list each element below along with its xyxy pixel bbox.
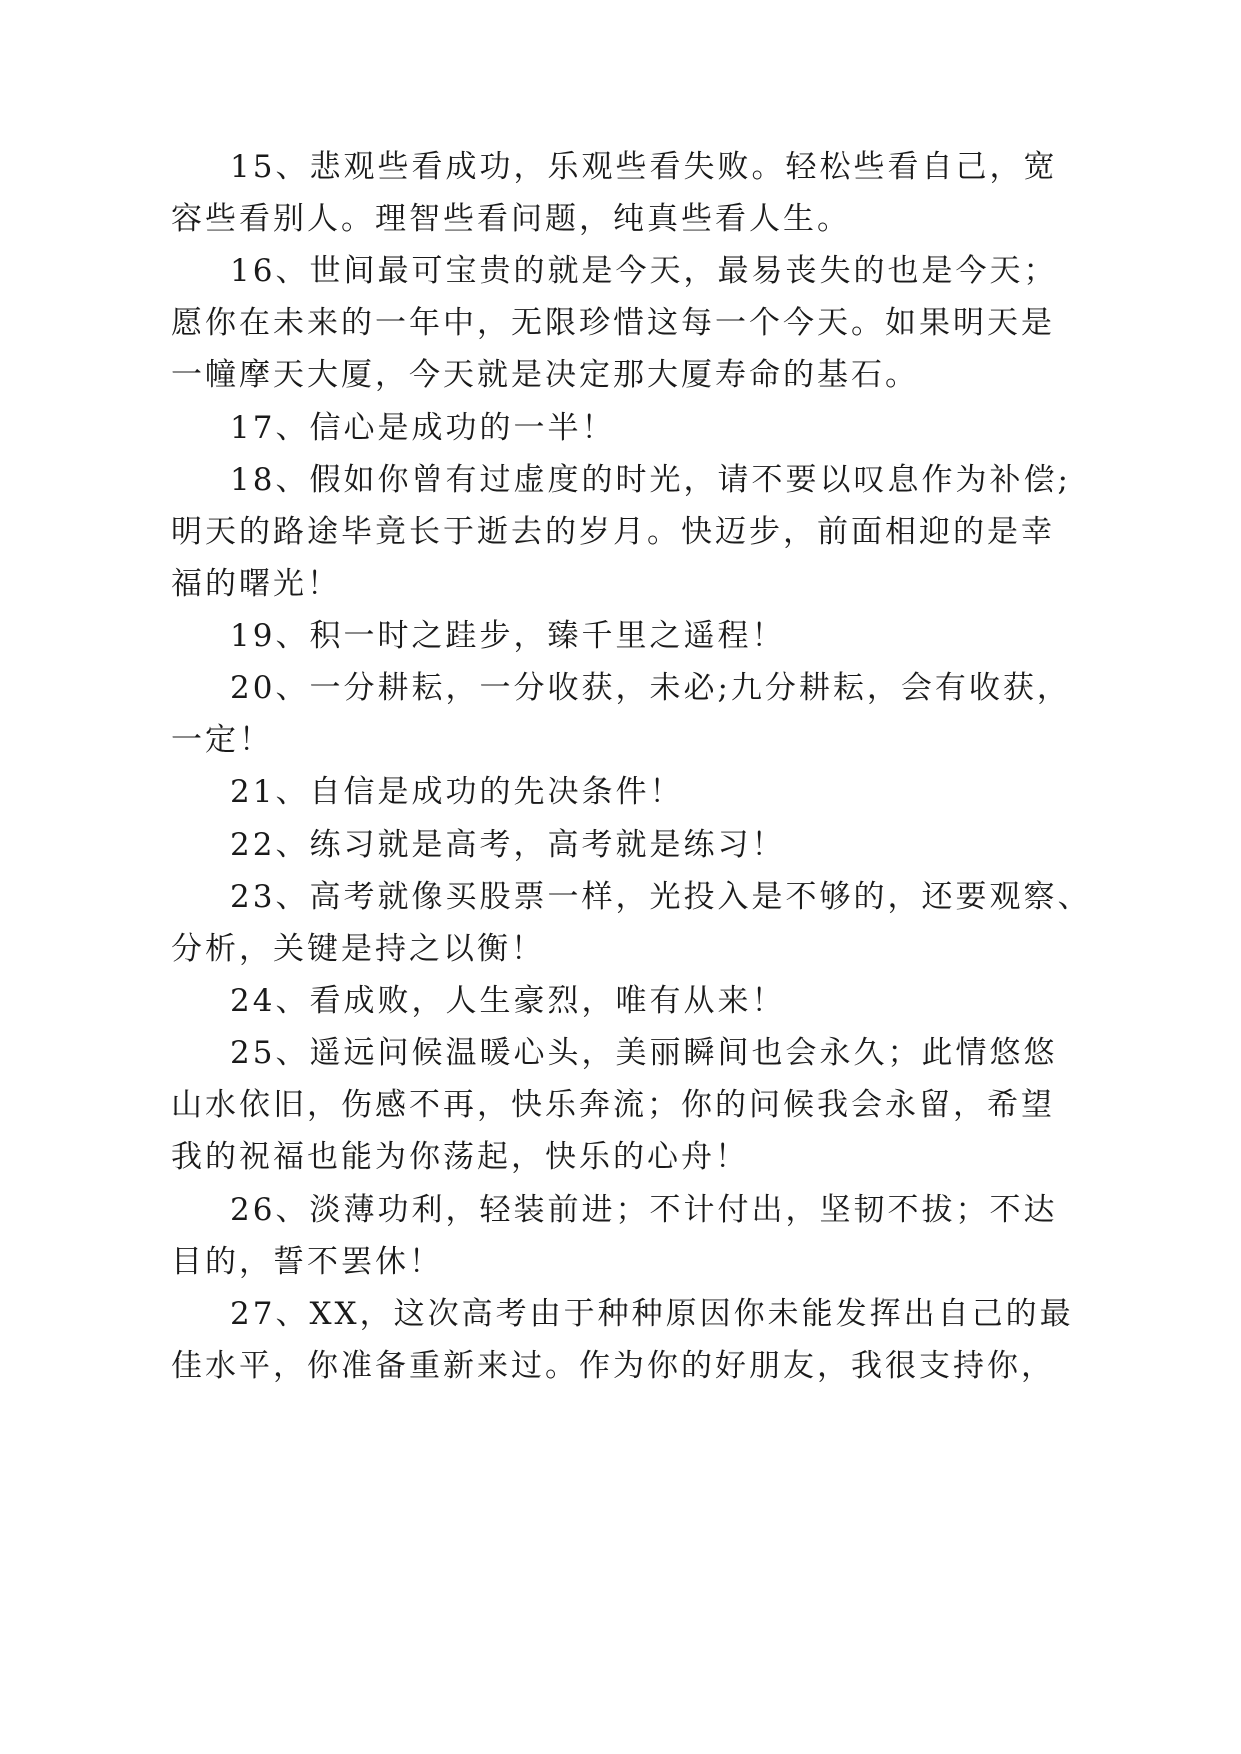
text-line: 24、看成败，人生豪烈，唯有从来！: [230, 983, 786, 1019]
text-line: 山水依旧，伤感不再，快乐奔流；你的问候我会永留，希望: [171, 1087, 1055, 1123]
text-line: 容些看别人。理智些看问题，纯真些看人生。: [171, 201, 851, 237]
text-line: 一幢摩天大厦，今天就是决定那大厦寿命的基石。: [171, 357, 919, 393]
text-line: 17、信心是成功的一半！: [230, 410, 616, 446]
text-line: 一定！: [171, 722, 273, 758]
text-line: 27、XX，这次高考由于种种原因你未能发挥出自己的最: [230, 1296, 1074, 1332]
text-line: 分析，关键是持之以衡！: [171, 931, 545, 967]
text-line: 明天的路途毕竟长于逝去的岁月。快迈步，前面相迎的是幸: [171, 514, 1055, 550]
text-line: 目的，誓不罢休！: [171, 1244, 443, 1280]
text-line: 22、练习就是高考，高考就是练习！: [230, 827, 786, 863]
text-line: 15、悲观些看成功，乐观些看失败。轻松些看自己，宽: [230, 149, 1058, 185]
text-line: 25、遥远问候温暖心头，美丽瞬间也会永久；此情悠悠: [230, 1035, 1058, 1071]
text-line: 19、积一时之跬步，臻千里之遥程！: [230, 618, 786, 654]
text-line: 16、世间最可宝贵的就是今天，最易丧失的也是今天；: [230, 253, 1058, 289]
text-line: 18、假如你曾有过虚度的时光，请不要以叹息作为补偿;: [230, 462, 1071, 498]
text-line: 我的祝福也能为你荡起，快乐的心舟！: [171, 1139, 749, 1175]
text-line: 福的曙光！: [171, 566, 341, 602]
text-line: 愿你在未来的一年中，无限珍惜这每一个今天。如果明天是: [171, 305, 1055, 341]
text-line: 23、高考就像买股票一样，光投入是不够的，还要观察、: [230, 879, 1092, 915]
text-line: 26、淡薄功利，轻装前进；不计付出，坚韧不拔；不达: [230, 1192, 1058, 1228]
text-line: 21、自信是成功的先决条件！: [230, 774, 684, 810]
text-line: 20、一分耕耘，一分收获，未必;九分耕耘，会有收获，: [230, 670, 1071, 706]
text-line: 佳水平，你准备重新来过。作为你的好朋友，我很支持你，: [171, 1348, 1055, 1384]
